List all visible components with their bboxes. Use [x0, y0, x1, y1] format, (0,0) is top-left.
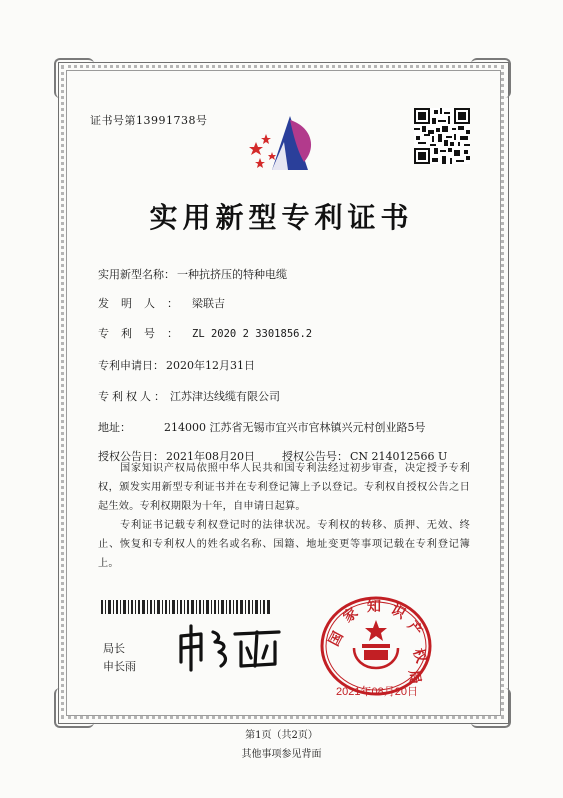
certificate-number: 证书号第13991738号 — [90, 114, 208, 127]
certificate-title: 实用新型专利证书 — [149, 201, 414, 234]
svg-text:知: 知 — [367, 599, 381, 615]
corner-ornament — [54, 688, 94, 728]
svg-text:局: 局 — [405, 668, 424, 686]
svg-text:权: 权 — [409, 646, 430, 665]
footer-note: 其他事项参见背面 — [241, 749, 322, 760]
legal-status-paragraph: 专利证书记载专利权登记时的法律状况。专利权的转移、质押、无效、终止、恢复和专利权人的姓名或名称、国籍、地址变更等事项记载在专利登记簿上。 — [98, 520, 470, 569]
field-label: 专利申请日： — [98, 359, 164, 372]
qr-code-icon — [414, 108, 470, 164]
corner-ornament — [54, 58, 94, 98]
field-label: 授权公告日： — [98, 450, 164, 463]
seal-date: 2021年08月20日 — [336, 686, 418, 698]
corner-ornament — [471, 688, 511, 728]
svg-text:家: 家 — [340, 604, 362, 626]
svg-text:产: 产 — [404, 618, 426, 640]
signer-title: 局长 — [103, 643, 125, 655]
svg-text:识: 识 — [387, 601, 409, 623]
grant-statement-paragraph: 国家知识产权局依照中华人民共和国专利法经过初步审查，决定授予专利权，颁发实用新型专利证书并在专利登记簿上予以登记。专利权自授权公告之日起生效。专利权期限为十年，自申请日起算。 — [98, 463, 470, 512]
field-value: 2021年08月20日 — [166, 450, 255, 463]
field-value: 一种抗挤压的特种电缆 — [177, 268, 287, 281]
field-value: CN 214012566 U — [350, 450, 448, 463]
field-value: 梁联吉 — [192, 297, 225, 310]
field-label: 专利权人： — [98, 390, 168, 403]
svg-text:国: 国 — [326, 629, 347, 650]
field-label: 地址： — [98, 421, 131, 434]
field-value: ZL 2020 2 3301856.2 — [192, 328, 313, 340]
field-label: 授权公告号： — [282, 450, 348, 463]
field-value: 江苏津达线缆有限公司 — [170, 390, 280, 403]
barcode-icon — [101, 600, 271, 614]
field-value: 214000 江苏省无锡市宜兴市官林镇兴元村创业路5号 — [164, 421, 426, 434]
field-value: 2020年12月31日 — [166, 359, 255, 372]
field-inventor — [98, 295, 225, 311]
signer-name: 申长雨 — [103, 661, 136, 673]
field-label: 实用新型名称： — [98, 268, 175, 281]
field-patentee — [98, 388, 280, 404]
handwritten-signature — [175, 622, 285, 672]
field-patent-number — [98, 325, 312, 341]
corner-ornament — [471, 58, 511, 98]
patent-office-emblem-icon — [238, 112, 328, 174]
field-address — [98, 419, 426, 435]
field-filing-date — [98, 357, 255, 373]
field-label: 专利号： — [98, 327, 190, 340]
page-number: 第1页（共2页） — [245, 730, 318, 741]
field-utility-model-name — [98, 266, 287, 282]
field-label: 发明人： — [98, 297, 190, 310]
